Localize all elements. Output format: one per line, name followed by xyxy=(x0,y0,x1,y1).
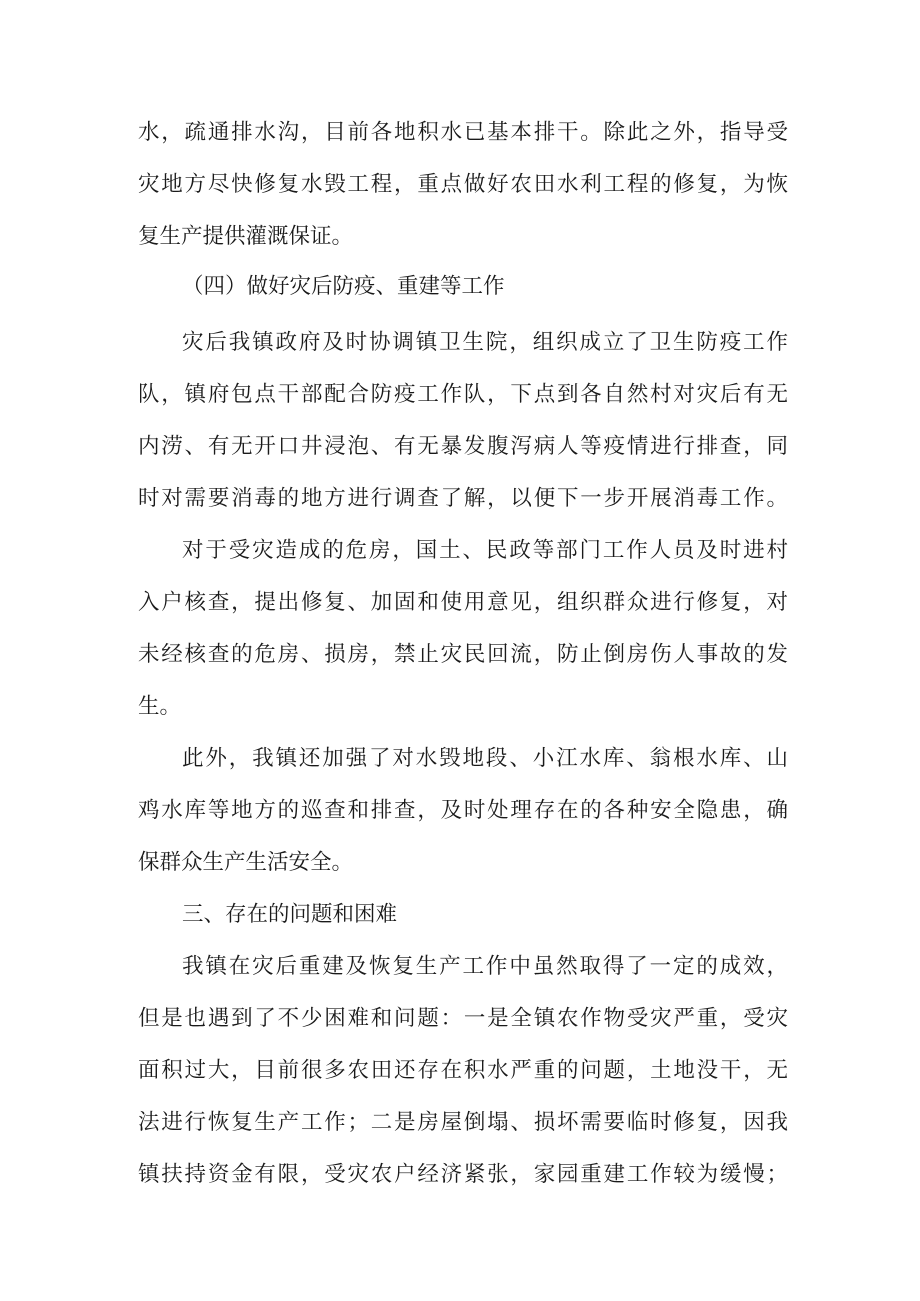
paragraph-3-line-2: 入户核查，提出修复、加固和使用意见，组织群众进行修复，对 xyxy=(138,590,788,615)
section-heading-4: （四）做好灾后防疫、重建等工作 xyxy=(182,274,505,299)
section-heading-3: 三、存在的问题和困难 xyxy=(182,902,398,927)
paragraph-5-line-1: 我镇在灾后重建及恢复生产工作中虽然取得了一定的成效， xyxy=(182,954,788,979)
paragraph-4-line-3: 保群众生产生活安全。 xyxy=(138,850,354,875)
paragraph-5-line-2: 但是也遇到了不少困难和问题：一是全镇农作物受灾严重，受灾 xyxy=(138,1006,788,1031)
paragraph-4-line-1: 此外，我镇还加强了对水毁地段、小江水库、翁根水库、山 xyxy=(182,746,788,771)
paragraph-2-line-4: 时对需要消毒的地方进行调查了解，以便下一步开展消毒工作。 xyxy=(138,486,788,511)
paragraph-3-line-1: 对于受灾造成的危房，国土、民政等部门工作人员及时进村 xyxy=(182,538,788,563)
paragraph-1-line-2: 灾地方尽快修复水毁工程，重点做好农田水利工程的修复，为恢 xyxy=(138,172,788,197)
paragraph-5-line-5: 镇扶持资金有限，受灾农户经济紧张，家园重建工作较为缓慢； xyxy=(138,1162,788,1187)
paragraph-1-line-3: 复生产提供灌溉保证。 xyxy=(138,224,354,249)
paragraph-1-line-1: 水，疏通排水沟，目前各地积水已基本排干。除此之外，指导受 xyxy=(138,120,788,145)
paragraph-2-line-3: 内涝、有无开口井浸泡、有无暴发腹泻病人等疫情进行排查，同 xyxy=(138,434,788,459)
paragraph-2-line-2: 队，镇府包点干部配合防疫工作队，下点到各自然村对灾后有无 xyxy=(138,382,788,407)
paragraph-3-line-4: 生。 xyxy=(138,694,182,719)
paragraph-2-line-1: 灾后我镇政府及时协调镇卫生院，组织成立了卫生防疫工作 xyxy=(182,330,788,355)
paragraph-5-line-4: 法进行恢复生产工作；二是房屋倒塌、损坏需要临时修复，因我 xyxy=(138,1110,788,1135)
paragraph-5-line-3: 面积过大，目前很多农田还存在积水严重的问题，土地没干，无 xyxy=(138,1058,788,1083)
paragraph-4-line-2: 鸡水库等地方的巡查和排查，及时处理存在的各种安全隐患，确 xyxy=(138,798,788,823)
paragraph-3-line-3: 未经核查的危房、损房，禁止灾民回流，防止倒房伤人事故的发 xyxy=(138,642,788,667)
